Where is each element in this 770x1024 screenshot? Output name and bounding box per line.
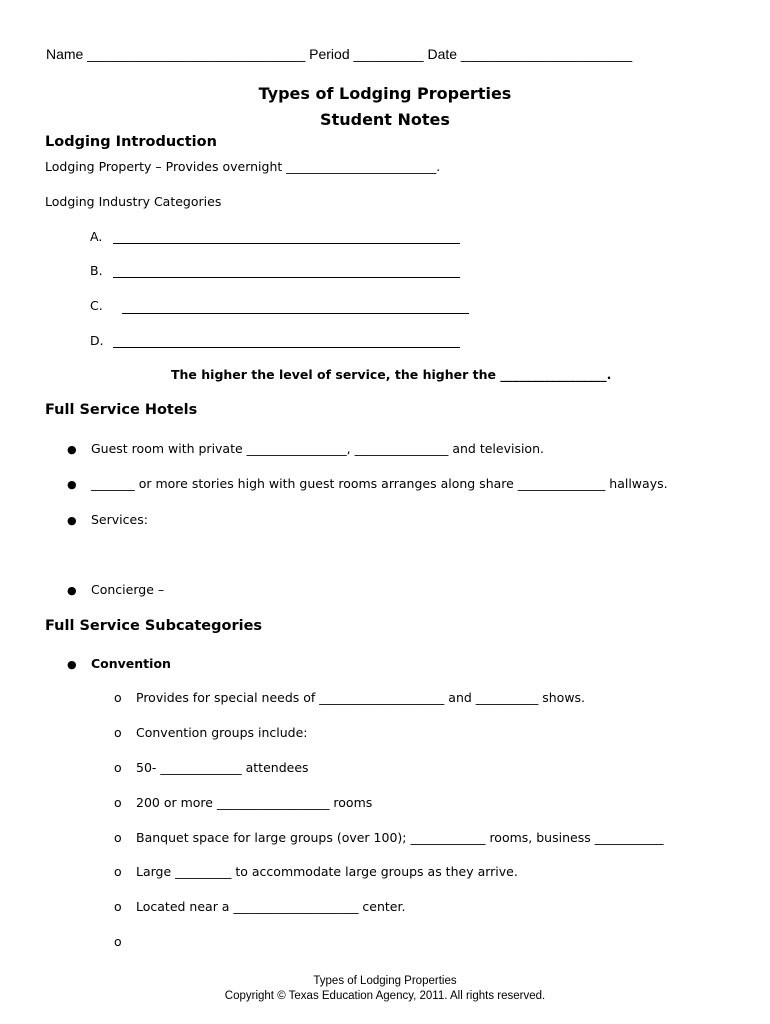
bullet-icon: ●	[67, 443, 77, 456]
category-blank-b	[113, 277, 460, 278]
category-label-c: C.	[90, 298, 103, 313]
convention-item: Located near a ____________________ center.	[136, 899, 406, 914]
convention-item: Banquet space for large groups (over 100); ____________ rooms, business ___________	[136, 830, 664, 845]
sub-bullet-icon: o	[114, 690, 122, 705]
convention-item: Convention groups include:	[136, 725, 308, 740]
document-title: Types of Lodging Properties	[258, 84, 512, 103]
convention-bullet-label: Convention	[91, 656, 171, 671]
full-service-bullet: _______ or more stories high with guest rooms arranges along share ______________ hallways.	[91, 476, 668, 491]
section-heading-full-service-hotels: Full Service Hotels	[45, 402, 198, 418]
footer-document-name: Types of Lodging Properties	[313, 975, 457, 987]
sub-bullet-icon: o	[114, 795, 122, 810]
category-label-a: A.	[90, 229, 103, 244]
full-service-bullet: Services:	[91, 512, 148, 527]
category-blank-c	[122, 313, 469, 314]
convention-item: 50- _____________ attendees	[136, 760, 309, 775]
lodging-categories-label: Lodging Industry Categories	[45, 194, 222, 209]
category-label-d: D.	[90, 333, 104, 348]
full-service-bullet: Guest room with private ________________, _______________ and television.	[91, 441, 544, 456]
bullet-icon: ●	[67, 478, 77, 491]
convention-item: Large _________ to accommodate large groups as they arrive.	[136, 864, 518, 879]
sub-bullet-icon: o	[114, 760, 122, 775]
full-service-bullet: Concierge –	[91, 582, 165, 597]
document-subtitle: Student Notes	[320, 110, 450, 129]
category-label-b: B.	[90, 263, 103, 278]
footer-copyright: Copyright © Texas Education Agency, 2011. All rights reserved.	[224, 990, 546, 1002]
lodging-property-definition: Lodging Property – Provides overnight ________________________.	[45, 159, 441, 174]
convention-item: 200 or more __________________ rooms	[136, 795, 373, 810]
bullet-icon: ●	[67, 658, 77, 671]
bullet-icon: ●	[67, 514, 77, 527]
section-heading-full-service-subcategories: Full Service Subcategories	[45, 618, 263, 634]
convention-item: Provides for special needs of ____________________ and __________ shows.	[136, 690, 586, 705]
sub-bullet-icon: o	[114, 725, 122, 740]
category-blank-a	[113, 243, 460, 244]
section-heading-lodging-introduction: Lodging Introduction	[45, 134, 217, 150]
category-blank-d	[113, 347, 460, 348]
sub-bullet-icon: o	[114, 899, 122, 914]
name-period-date-line: Name ____________________________ Period _________ Date ______________________	[46, 46, 633, 62]
sub-bullet-icon: o	[114, 864, 122, 879]
bullet-icon: ●	[67, 584, 77, 597]
service-level-statement: The higher the level of service, the higher the _________________.	[171, 367, 612, 382]
sub-bullet-icon: o	[114, 934, 122, 949]
sub-bullet-icon: o	[114, 830, 122, 845]
